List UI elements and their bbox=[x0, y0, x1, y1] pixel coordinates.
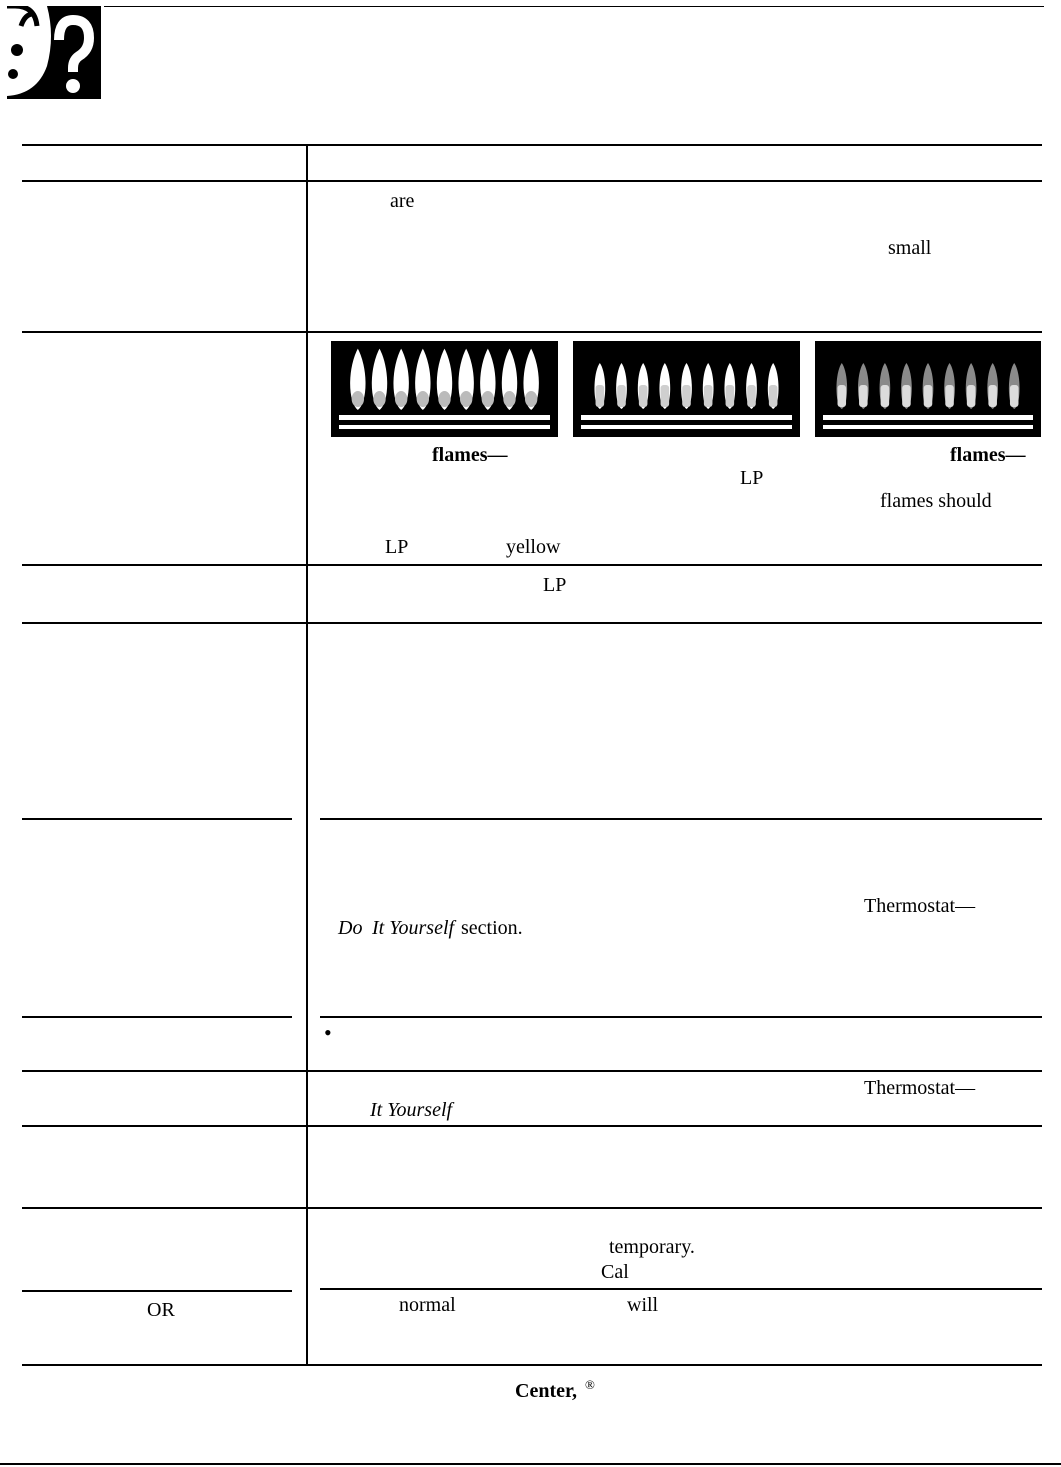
flame-tip bbox=[479, 347, 496, 411]
burner-bar-lower bbox=[823, 425, 1033, 429]
flame-tip bbox=[638, 363, 649, 409]
row-divider-9b bbox=[320, 1288, 1042, 1290]
row10-text-will: will bbox=[627, 1294, 659, 1316]
row5-text-section: section. bbox=[461, 917, 523, 939]
flame-tip bbox=[768, 363, 779, 409]
row3-text-lp: LP bbox=[543, 574, 567, 596]
row1-text-small: small bbox=[888, 237, 932, 259]
flame-tip bbox=[659, 363, 670, 409]
row-divider-2 bbox=[22, 564, 1042, 566]
burner-bar-lower bbox=[339, 425, 550, 429]
row-divider-7 bbox=[22, 1125, 1042, 1127]
row-divider-5b bbox=[320, 1016, 1042, 1018]
row-divider-9a bbox=[22, 1290, 292, 1292]
flame-tip bbox=[746, 363, 757, 409]
flame-illustration-soft-blue-flames bbox=[815, 341, 1041, 437]
flame-tip bbox=[966, 363, 977, 409]
flame-tip bbox=[681, 363, 692, 409]
caption-3-flames-should: flames should bbox=[880, 490, 992, 512]
caption-1-flames: flames— bbox=[432, 444, 508, 466]
row9-text-cal: Cal bbox=[601, 1261, 629, 1283]
row-divider-4a bbox=[22, 818, 292, 820]
table-column-divider bbox=[306, 144, 308, 1366]
footer-center: Center, bbox=[515, 1380, 578, 1402]
row-divider-5a bbox=[22, 1016, 292, 1018]
row7-text-it-yourself: It Yourself bbox=[370, 1099, 453, 1121]
row2-text-yellow: yellow bbox=[506, 536, 561, 558]
flame-tip bbox=[594, 363, 605, 409]
row10-text-or: OR bbox=[147, 1299, 175, 1321]
flame-tip bbox=[724, 363, 735, 409]
flame-tip bbox=[458, 347, 475, 411]
flame-tip bbox=[836, 363, 847, 409]
burner-bar-upper bbox=[581, 415, 792, 420]
table-header-top bbox=[22, 144, 1042, 146]
row-divider-6 bbox=[22, 1070, 1042, 1072]
row7-text-thermostat: Thermostat— bbox=[864, 1077, 976, 1099]
row9-text-temporary: temporary. bbox=[609, 1236, 695, 1258]
top-rule bbox=[104, 6, 1044, 7]
flame-tip bbox=[349, 347, 366, 411]
flame-tip bbox=[880, 363, 891, 409]
flame-tip bbox=[371, 347, 388, 411]
burner-bar-upper bbox=[823, 415, 1033, 420]
flame-tip bbox=[703, 363, 714, 409]
caption-3-flames: flames— bbox=[950, 444, 1026, 466]
flame-illustration-yellow-flames bbox=[331, 341, 558, 437]
flame-tip bbox=[1009, 363, 1020, 409]
flame-tip bbox=[436, 347, 453, 411]
header-logo bbox=[7, 6, 101, 99]
flame-tip bbox=[901, 363, 912, 409]
row5-text-it-yourself: It Yourself bbox=[372, 917, 455, 939]
row5-text-do: Do bbox=[338, 917, 363, 939]
table-header-bottom bbox=[22, 180, 1042, 182]
flame-tip bbox=[523, 347, 540, 411]
row-divider-8 bbox=[22, 1207, 1042, 1209]
row-divider-4b bbox=[320, 818, 1042, 820]
flame-tip bbox=[987, 363, 998, 409]
row5-text-thermostat: Thermostat— bbox=[864, 895, 976, 917]
footer-registered-mark: ® bbox=[585, 1377, 595, 1392]
row6-bullet: • bbox=[324, 1020, 332, 1045]
flame-illustration-yellow-tips bbox=[573, 341, 800, 437]
flame-tip bbox=[616, 363, 627, 409]
burner-bar-lower bbox=[581, 425, 792, 429]
row-divider-1 bbox=[22, 331, 1042, 333]
flame-tip bbox=[858, 363, 869, 409]
row10-text-normal: normal bbox=[399, 1294, 456, 1316]
flame-tip bbox=[923, 363, 934, 409]
table-bottom bbox=[22, 1364, 1042, 1366]
flame-tip bbox=[944, 363, 955, 409]
flame-tip bbox=[501, 347, 518, 411]
row2-text-lp: LP bbox=[385, 536, 409, 558]
row-divider-3 bbox=[22, 622, 1042, 624]
bottom-rule bbox=[0, 1463, 1061, 1465]
row1-text-are: are bbox=[390, 190, 415, 212]
burner-bar-upper bbox=[339, 415, 550, 420]
caption-2-lp: LP bbox=[740, 467, 764, 489]
question-mark-face-icon bbox=[7, 6, 101, 99]
flame-tip bbox=[414, 347, 431, 411]
flame-tip bbox=[393, 347, 410, 411]
